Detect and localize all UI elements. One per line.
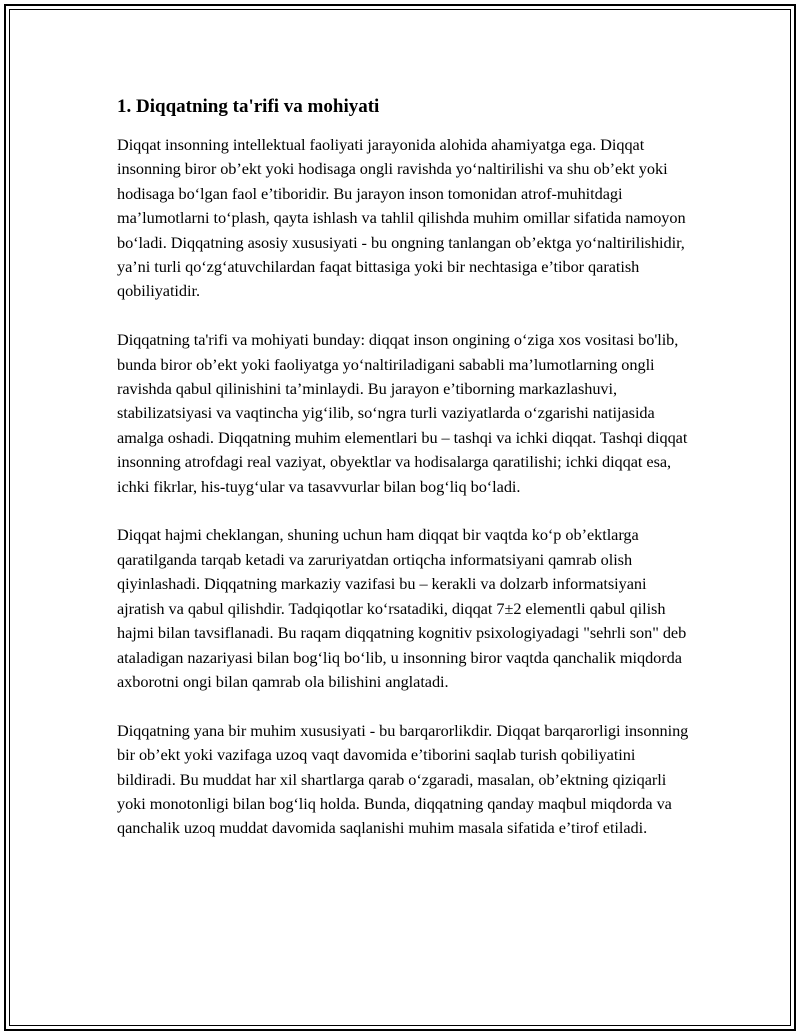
paragraph-2: Diqqatning ta'rifi va mohiyati bunday: diqqat inson ongining o‘ziga xos vositasi bo'lib, bunda biror ob’ekt yoki faoliyatga yo‘naltiriladigani sababli ma’lumotlarning ongli ravishda qabul qilinishini ta’minlaydi. Bu jarayon e’tiborning markazlashuvi, stabilizatsiyasi va vaqtincha yig‘ilib, so‘ngra turli vaziyatlarda o‘zgarishi natijasida amalga oshadi. Diqqatning muhim elementlari bu – tashqi va ichki diqqat. Tashqi diqqat insonning atrofdagi real vaziyat, obyektlar va hodisalarga qaratilishi; ichki diqqat esa, ichki fikrlar, his-tuyg‘ular va tasavvurlar bilan bog‘liq bo‘ladi. bbox=[117, 330, 688, 496]
section-heading: 1. Diqqatning ta'rifi va mohiyati bbox=[117, 96, 380, 117]
paragraph-1: Diqqat insonning intellektual faoliyati jarayonida alohida ahamiyatga ega. Diqqat insonning biror ob’ekt yoki hodisaga ongli ravishda yo‘naltirilishi va shu ob’ekt yoki hodisaga bo‘lgan faol e’tiboridir. Bu jarayon inson tomonidan atrof-muhitdagi ma’lumotlarni to‘plash, qayta ishlash va tahlil qilishda muhim omillar sifatida namoyon bo‘ladi. Diqqatning asosiy xususiyati - bu ongning tanlangan ob’ektga yo‘naltirilishidir, ya’ni turli qo‘zg‘atuvchilardan faqat bittasiga yoki bir nechtasiga e’tibor qaratish qobiliyatidir. bbox=[117, 135, 686, 301]
paragraph-4: Diqqatning yana bir muhim xususiyati - bu barqarorlikdir. Diqqat barqarorligi insonning bir ob’ekt yoki vazifaga uzoq vaqt davomida e’tiborini saqlab turish qobiliyatini bildiradi. Bu muddat har xil shartlarga qarab o‘zgaradi, masalan, ob’ektning qiziqarli yoki monotonligi bilan bog‘liq holda. Bunda, diqqatning qanday maqbul miqdorda va qanchalik uzoq muddat davomida saqlanishi muhim masala sifatida e’tirof etiladi. bbox=[117, 720, 689, 838]
paragraph-3: Diqqat hajmi cheklangan, shuning uchun ham diqqat bir vaqtda ko‘p ob’ektlarga qaratilganda tarqab ketadi va zaruriyatdan ortiqcha informatsiyani qamrab olish qiyinlashadi. Diqqatning markaziy vazifasi bu – kerakli va dolzarb informatsiyani ajratish va qabul qilishdir. Tadqiqotlar ko‘rsatadiki, diqqat 7±2 elementli qabul qilish hajmi bilan tavsiflanadi. Bu raqam diqqatning kognitiv psixologiyadagi "sehrli son" deb ataladigan nazariyasi bilan bog‘liq bo‘lib, u insonning biror vaqtda qanchalik miqdorda axborotni ongi bilan qamrab ola bilishini anglatadi. bbox=[117, 525, 687, 691]
document-body bbox=[117, 94, 697, 865]
